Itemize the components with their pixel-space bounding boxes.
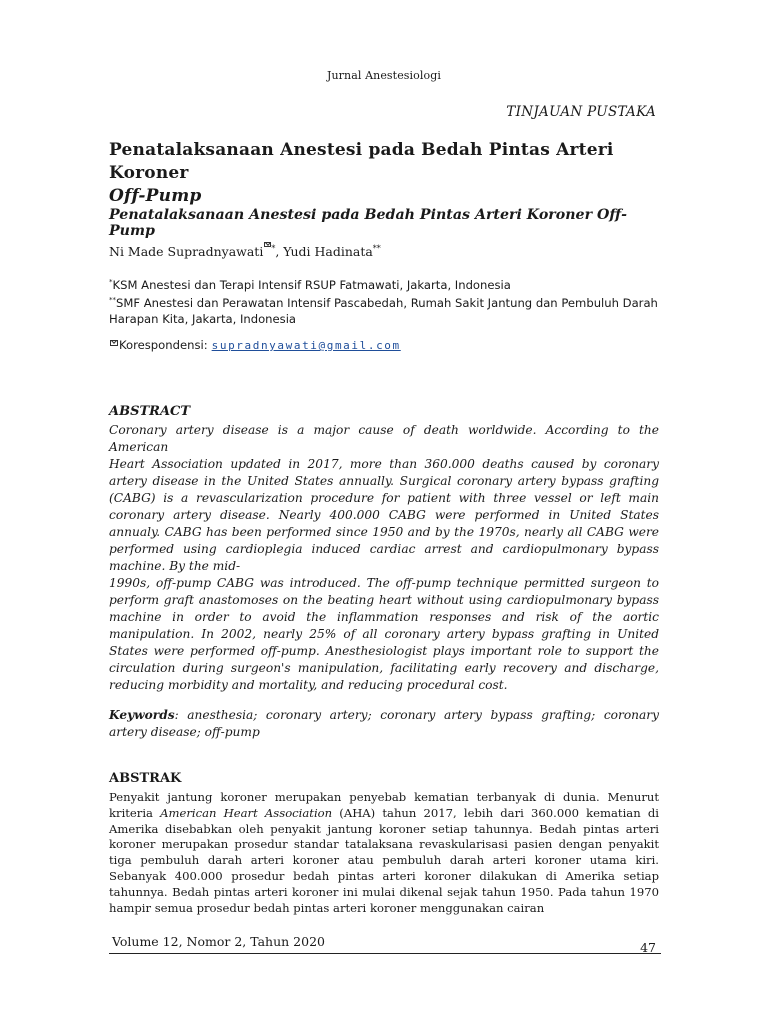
section-label: TINJAUAN PUSTAKA [506,104,656,120]
page-number: 47 [640,940,656,955]
correspondence [109,338,401,352]
abstract-paragraph: Heart Association updated in 2017, more than 360.000 deaths caused by coronary artery disease in the United States annually. Surgical coronary artery bypass grafting (CABG) is a revascularization procedure for patient with three vessel or left main coronary artery disease. Nearly 400.000 CABG were performed in United States annualy. CABG has been performed since 1950 and by the 1970s, nearly all CABG were performed using cardioplegia induced cardiac arrest and cardiopulmonary bypass machine. By the mid- [109,457,659,573]
footer-divider [109,953,661,954]
keywords-label: Keywords [109,708,175,722]
author-name-1: Ni Made Supradnyawati [109,244,264,260]
affiliation-1: *KSM Anestesi dan Terapi Intensif RSUP Fatmawati, Jakarta, Indonesia [109,277,511,292]
keywords [109,707,659,741]
correspondence-label: Korespondensi: [119,338,208,352]
affiliation-2: **SMF Anestesi dan Perawatan Intensif Pascabedah, Rumah Sakit Jantung dan Pembuluh Darah Harapan Kita, Jakarta, Indonesia [109,296,658,326]
envelope-icon [264,242,271,247]
envelope-icon [110,340,118,346]
keywords-text: : anesthesia; coronary artery; coronary artery bypass grafting; coronary artery disease; off-pump [109,708,659,739]
abstract-heading: ABSTRACT [109,404,191,419]
abstract-body [109,422,659,694]
journal-name: Jurnal Anestesiologi [326,69,441,82]
email-link[interactable]: supradnyawati@gmail.com [211,339,401,352]
author-1-marks: * [263,244,275,253]
abstrak-body: Penyakit jantung koroner merupakan penyebab kematian terbanyak di dunia. Menurut kriteria American Heart Association (AHA) tahun 2017, lebih dari 360.000 kematian di Amerika disebabkan oleh penyakit jantung koroner setiap tahunnya. Bedah pintas arteri koroner merupakan prosedur standar tatalaksana revaskularisasi pasien dengan penyakit tiga pembuluh darah arteri koroner atau pembuluh darah arteri koroner utama kiri. Sebanyak 400.000 prosedur bedah pintas arteri koroner dilakukan di Amerika setiap tahunnya. Bedah pintas arteri koroner ini mulai dikenal sejak tahun 1950. Pada tahun 1970 hampir semua prosedur bedah pintas arteri koroner menggunakan cairan [109,790,659,915]
title-line-1: Penatalaksanaan Anestesi pada Bedah Pintas Arteri Koroner [109,140,614,183]
abstrak-italic-term: American Heart Association [160,805,333,820]
article-title [109,139,664,208]
author-name-2: , Yudi Hadinata [275,244,373,260]
footer-volume: Volume 12, Nomor 2, Tahun 2020 [112,934,325,949]
title-line-2: Off-Pump [109,186,202,206]
abstrak-heading: ABSTRAK [109,771,182,786]
affiliations [109,275,669,327]
article-subtitle: Penatalaksanaan Anestesi pada Bedah Pintas Arteri Koroner Off-Pump [109,207,627,239]
author-list [109,242,381,259]
abstract-paragraph: Coronary artery disease is a major cause of death worldwide. According to the American [109,423,659,454]
abstract-paragraph: 1990s, off-pump CABG was introduced. The off-pump technique permitted surgeon to perform graft anastomoses on the beating heart without using cardiopulmonary bypass machine in order to avoid the inflammation responses and risk of the aortic manipulation. In 2002, nearly 25% of all coronary artery bypass grafting in United States were performed off-pump. Anesthesiologist plays important role to support the circulation during surgeon's manipulation, facilitating early recovery and discharge, reducing morbidity and mortality, and reducing procedural cost. [109,576,659,692]
author-2-mark: ** [372,244,381,253]
